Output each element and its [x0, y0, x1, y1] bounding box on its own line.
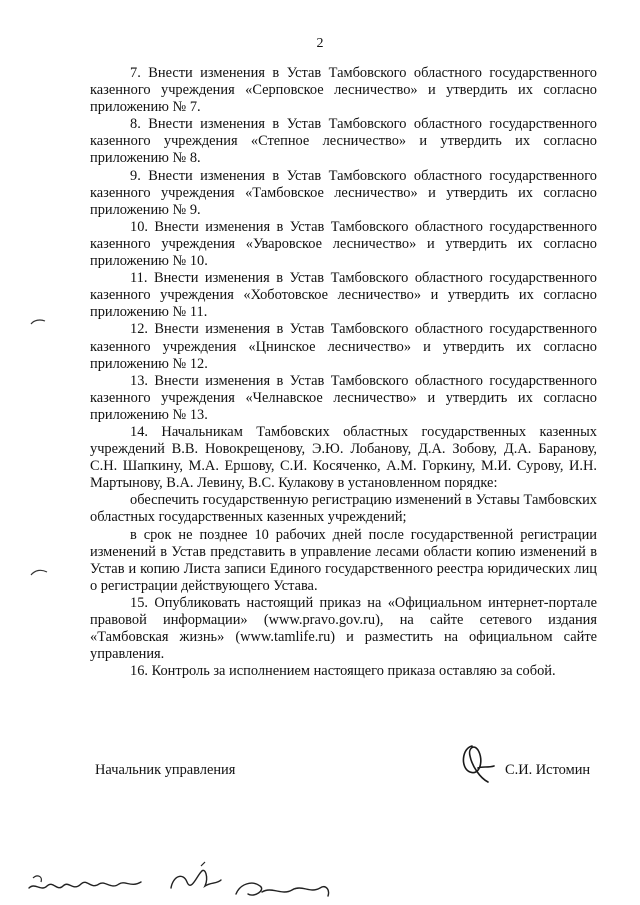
handwritten-signature — [458, 738, 498, 786]
page-number: 2 — [316, 36, 324, 51]
paragraph-item-9: 9. Внести изменения в Устав Тамбовского областного государственного казенного учреждения «Тамбовское лесничество» и утвердить их согласно приложению № 9. — [90, 167, 597, 218]
handwritten-initials-second — [165, 862, 225, 898]
paragraph-item-14: 14. Начальникам Тамбовских областных государственных казенных учреждений В.В. Новокрещенову, Э.Ю. Лобанову, Д.А. Зобову, Д.А. Баранову, С.Н. Шапкину, М.А. Ершову, С.И. Косяченко, А.М. Горкину, М.И. Сурову, И.Н. Мартынову, В.А. Левину, В.С. Кулакову в установленном порядке: — [90, 423, 597, 492]
signatory-name: С.И. Истомин — [505, 762, 591, 778]
paragraph-item-12: 12. Внести изменения в Устав Тамбовского областного государственного казенного учреждения «Цнинское лесничество» и утвердить их согласно приложению № 12. — [90, 321, 597, 372]
handwritten-initials-third — [232, 872, 332, 904]
paragraph-item-14-deadline: в срок не позднее 10 рабочих дней после государственной регистрации изменений в Устав представить в управление лесами области копию изменений в Устав и копию Листа записи Единого государственного реестра юридических лиц о регистрации действующего Устава. — [90, 526, 597, 594]
paragraph-item-10: 10. Внести изменения в Устав Тамбовского областного государственного казенного учреждения «Уваровское лесничество» и утвердить их согласно приложению № 10. — [90, 218, 597, 270]
paragraph-item-16: 16. Контроль за исполнением настоящего приказа оставляю за собой. — [130, 663, 556, 680]
paragraph-item-8: 8. Внести изменения в Устав Тамбовского областного государственного казенного учреждения «Степное лесничество» и утвердить их согласно приложению № 8. — [90, 116, 597, 167]
paragraph-item-15: 15. Опубликовать настоящий приказ на «Официальном интернет-портале правовой информации» (www.pravo.gov.ru), на сайте сетевого издания «Тамбовская жизнь» (www.tamlife.ru) и разместить на официальном сайте управления. — [90, 594, 597, 663]
paragraph-item-13: 13. Внести изменения в Устав Тамбовского областного государственного казенного учреждения «Челнавское лесничество» и утвердить их согласно приложению № 13. — [90, 372, 597, 423]
paragraph-item-7: 7. Внести изменения в Устав Тамбовского областного государственного казенного учреждения «Серповское лесничество» и утвердить их согласно приложению № 7. — [90, 65, 597, 116]
margin-mark-lower — [30, 568, 48, 576]
margin-mark-upper — [30, 318, 46, 326]
document-body — [90, 65, 597, 680]
paragraph-item-14-registration: обеспечить государственную регистрацию изменений в Уставы Тамбовских областных государственных казенных учреждений; — [90, 492, 597, 526]
signatory-position: Начальник управления — [95, 762, 236, 778]
handwritten-initials-note — [25, 870, 145, 900]
paragraph-item-11: 11. Внести изменения в Устав Тамбовского областного государственного казенного учреждения «Хоботовское лесничество» и утвердить их согласно приложению № 11. — [90, 270, 597, 321]
